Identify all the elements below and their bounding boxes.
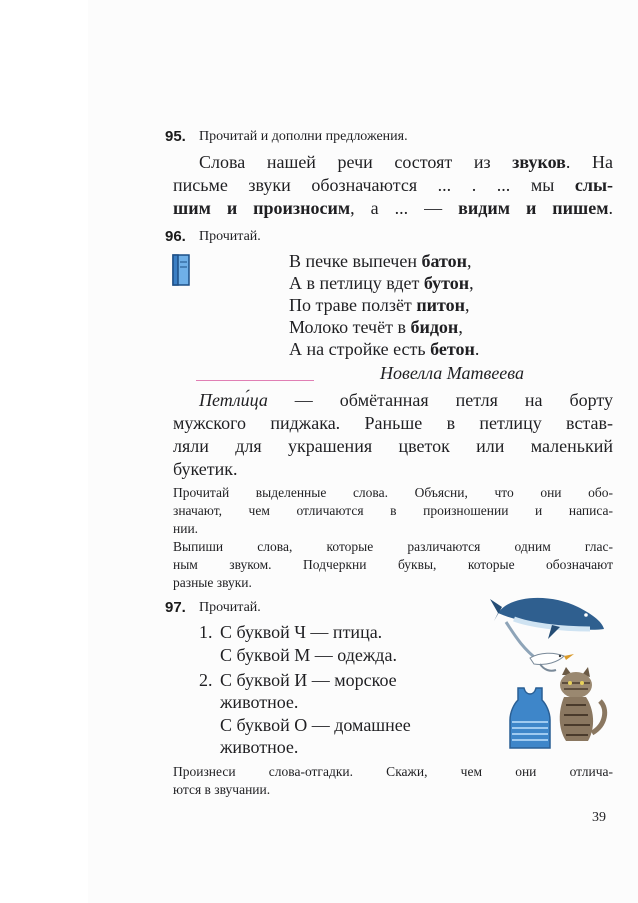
footnote-divider (196, 380, 314, 381)
task-line-5: ным звуком. Подчеркни буквы, которые обозначают (173, 557, 613, 572)
bold-word: батон (421, 251, 467, 271)
riddle-2-line-4: животное. (220, 737, 299, 757)
text: . (608, 198, 613, 218)
text: . (474, 339, 480, 359)
bold-word: питон (416, 295, 466, 315)
task-line-2: значают, чем отличаются в произношении и написа- (173, 503, 613, 518)
task-line-4: Выпиши слова, которые различаются одним глас- (173, 539, 613, 554)
bold-word: бутон (423, 273, 470, 293)
text: , а ... — (350, 198, 459, 218)
bold-word: шим и произносим (173, 198, 351, 218)
riddle-1-line-2: С буквой М — одежда. (220, 645, 397, 665)
exercise-96-instruction: Прочитай. (199, 229, 261, 244)
text: , (466, 251, 472, 271)
exercise-97-number: 97. (165, 599, 186, 616)
text: , (469, 273, 474, 293)
bold-word: бидон (410, 317, 459, 337)
book-icon (170, 253, 192, 287)
exercise-95-line-3 (173, 198, 613, 219)
poem-line-2 (289, 273, 474, 294)
exercise-95-line-1 (199, 152, 613, 173)
exercise-95-number: 95. (165, 128, 186, 145)
poem-author: Новелла Матвеева (380, 363, 524, 383)
text: письме звуки обозначаются ... . ... мы (173, 175, 575, 195)
definition-line-2: мужского пиджака. Раньше в петлицу встав- (173, 413, 613, 433)
bold-word: звуков (512, 152, 566, 172)
text: . На (565, 152, 613, 172)
poem-line-3 (289, 295, 470, 316)
bold-word: слы- (574, 175, 613, 195)
ex97-task-line-2: ются в звучании. (173, 782, 271, 797)
exercise-95-line-2 (173, 175, 613, 196)
riddle-1-line-1: С буквой Ч — птица. (220, 622, 383, 642)
exercise-95-instruction: Прочитай и дополни предложения. (199, 129, 408, 144)
text: , (458, 317, 463, 337)
poem-line-4 (289, 317, 463, 338)
cat-illustration (548, 665, 610, 745)
tank-top-illustration (506, 686, 554, 752)
text: — обмётанная петля на борту (267, 390, 613, 410)
bold-word: бетон (430, 339, 475, 359)
task-line-1: Прочитай выделенные слова. Объясни, что они обо- (173, 485, 613, 500)
text: Молоко течёт в (289, 317, 411, 337)
poem-line-1 (289, 251, 471, 272)
poem-line-5 (289, 339, 479, 360)
exercise-96-number: 96. (165, 228, 186, 245)
task-line-3: нии. (173, 521, 199, 536)
exercise-97-instruction: Прочитай. (199, 600, 261, 615)
text: А в петлицу вдет (289, 273, 424, 293)
page-number: 39 (592, 810, 606, 825)
text: Слова нашей речи состоят из (199, 152, 513, 172)
definition-line-3: ляли для украшения цветок или маленький (173, 436, 613, 456)
text: В печке выпечен (289, 251, 422, 271)
bold-word: видим и пишем (458, 198, 609, 218)
text: По траве ползёт (289, 295, 417, 315)
task-line-6: разные звуки. (173, 575, 252, 590)
text: , (465, 295, 470, 315)
text: А на стройке есть (289, 339, 431, 359)
riddle-2-line-3: С буквой О — домашнее (220, 715, 411, 735)
riddle-2-line-1: С буквой И — морское (220, 670, 397, 690)
definition-line-4: букетик. (173, 459, 238, 479)
riddle-1-number: 1. (199, 622, 213, 642)
definition-line-1 (199, 390, 613, 411)
ex97-task-line-1: Произнеси слова-отгадки. Скажи, чем они отлича- (173, 764, 613, 779)
riddle-2-number: 2. (199, 670, 213, 690)
definition-term: Петли́ца (199, 390, 268, 410)
riddle-2-line-2: животное. (220, 692, 299, 712)
